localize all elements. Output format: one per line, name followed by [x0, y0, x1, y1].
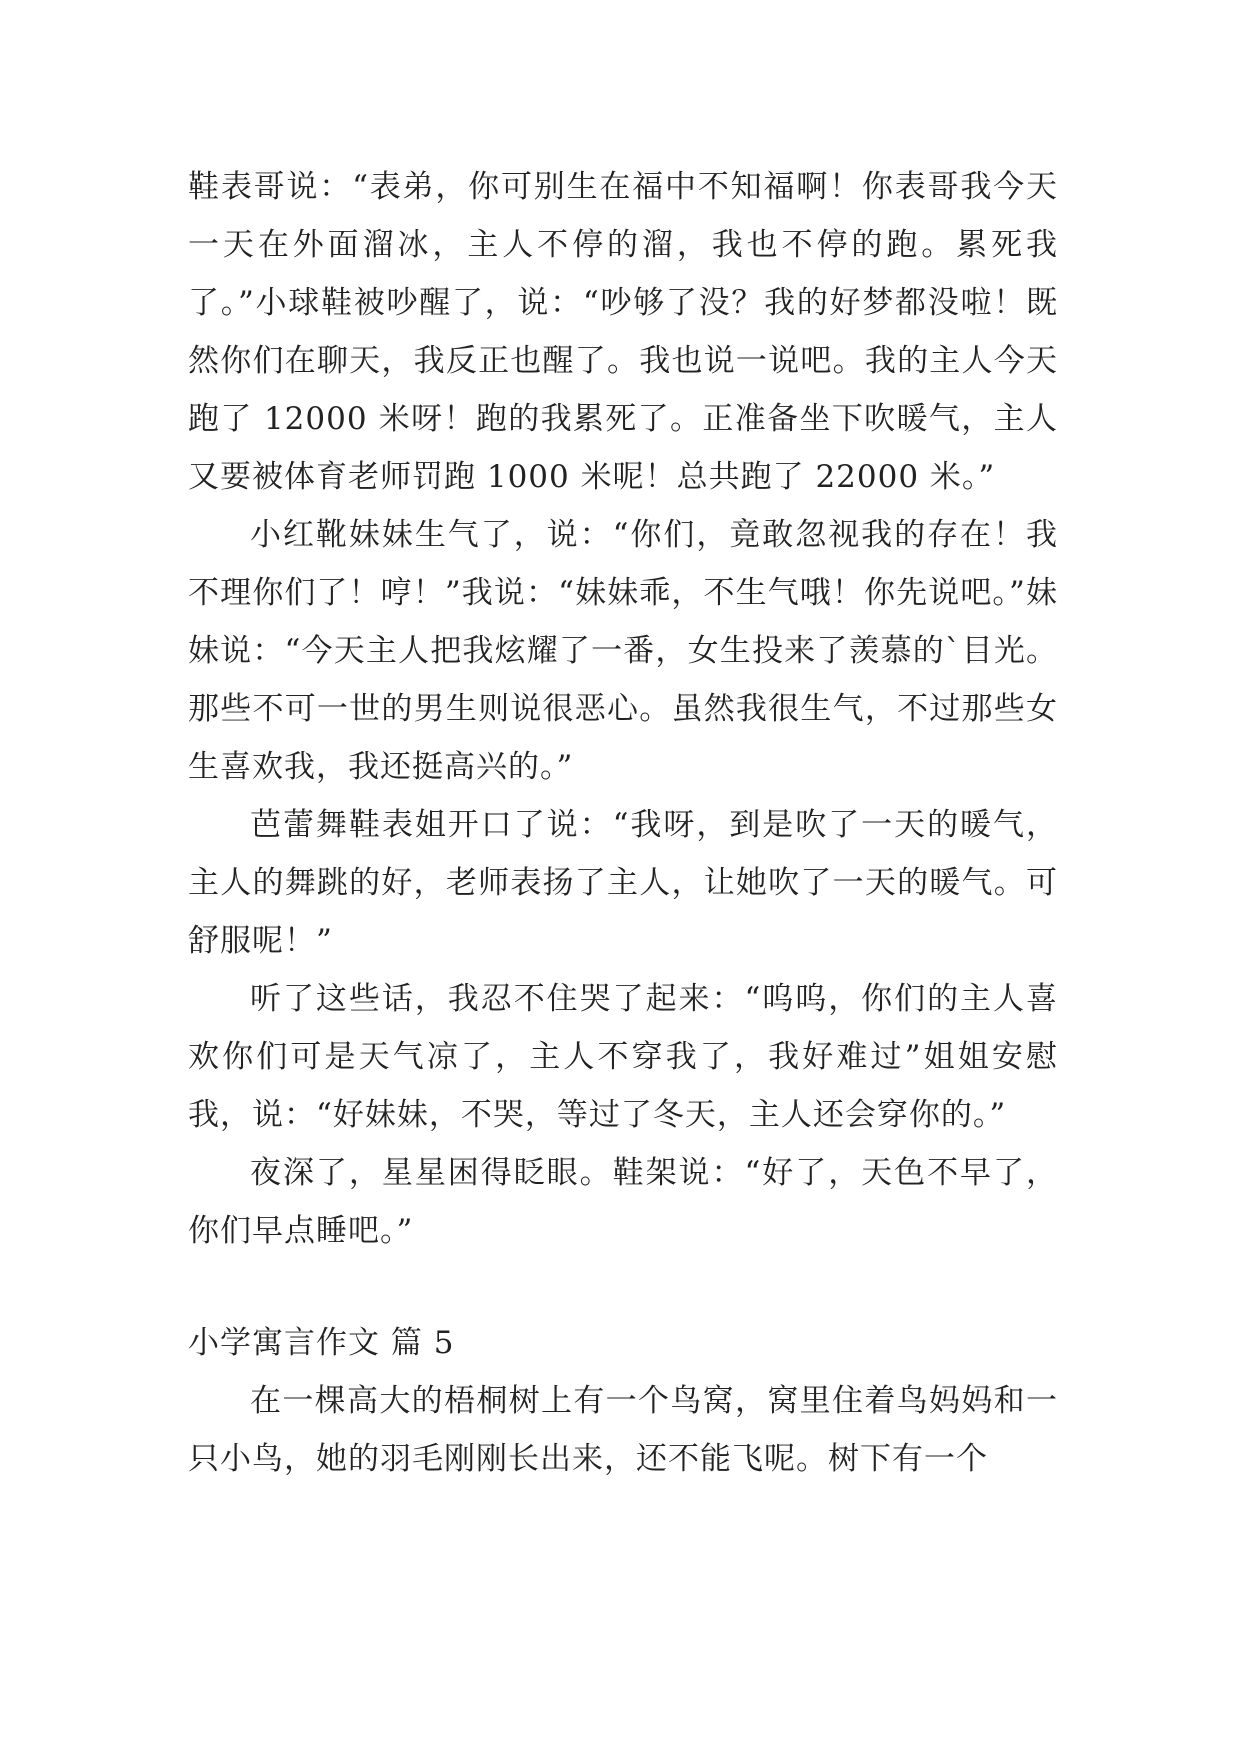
paragraph-3: 芭蕾舞鞋表姐开口了说：“我呀，到是吹了一天的暖气，主人的舞跳的好，老师表扬了主人，让她吹了一天的暖气。可舒服呢！” [188, 807, 1058, 959]
document-page [188, 158, 1058, 1488]
section-heading: 小学寓言作文 篇 5 [188, 1325, 455, 1361]
paragraph-5: 夜深了，星星困得眨眼。鞋架说：“好了，天色不早了，你们早点睡吧。” [188, 1155, 1058, 1249]
paragraph-6: 在一棵高大的梧桐树上有一个鸟窝，窝里住着鸟妈妈和一只小鸟，她的羽毛刚刚长出来，还不能飞呢。树下有一个 [188, 1383, 1058, 1477]
paragraph-4: 听了这些话，我忍不住哭了起来：“呜呜，你们的主人喜欢你们可是天气凉了，主人不穿我了，我好难过”姐姐安慰我，说：“好妹妹，不哭，等过了冬天，主人还会穿你的。” [188, 981, 1058, 1133]
paragraph-1: 鞋表哥说：“表弟，你可别生在福中不知福啊！你表哥我今天一天在外面溜冰，主人不停的溜，我也不停的跑。累死我了。”小球鞋被吵醒了，说：“吵够了没？我的好梦都没啦！既然你们在聊天，我反正也醒了。我也说一说吧。我的主人今天跑了 12000 米呀！跑的我累死了。正准备坐下吹暖气，主人又要被体育老师罚跑 1000 米呢！总共跑了 22000 米。” [188, 169, 1058, 495]
paragraph-2: 小红靴妹妹生气了，说：“你们，竟敢忽视我的存在！我不理你们了！哼！”我说：“妹妹乖，不生气哦！你先说吧。”妹妹说：“今天主人把我炫耀了一番，女生投来了羡慕的`目光。那些不可一世的男生则说很恶心。虽然我很生气，不过那些女生喜欢我，我还挺高兴的。” [188, 517, 1058, 785]
